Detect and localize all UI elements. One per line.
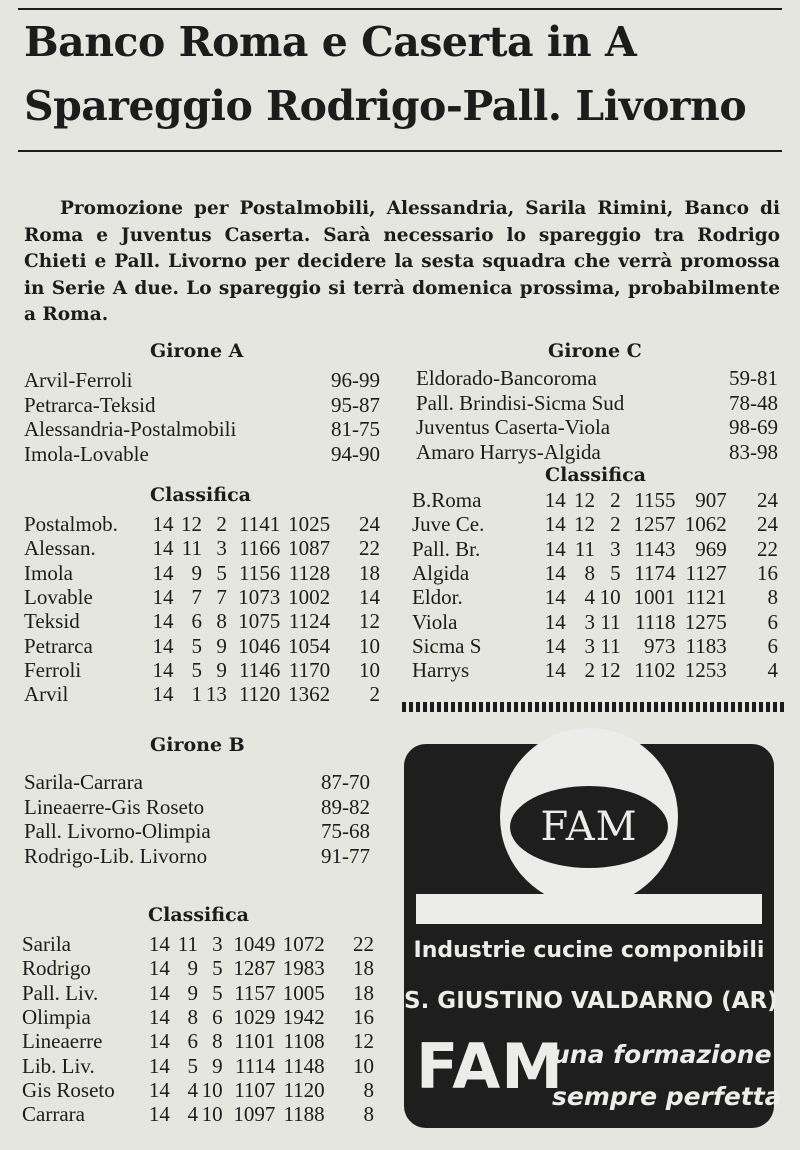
standings-played: 14 <box>152 560 174 585</box>
standings-points: 10 <box>359 657 380 682</box>
standings-lost: 9 <box>212 1053 223 1078</box>
result-row <box>24 844 370 869</box>
standings-points: 10 <box>359 633 380 658</box>
standings-row <box>22 932 374 956</box>
standings-points: 22 <box>359 536 380 561</box>
girone-c-standings <box>412 488 778 682</box>
standings-lost: 3 <box>212 932 223 957</box>
standings-team: Lineaerre <box>22 1029 103 1054</box>
result-score: 81-75 <box>331 417 380 441</box>
standings-played: 14 <box>152 633 174 658</box>
standings-won: 5 <box>191 657 202 682</box>
standings-played: 14 <box>544 633 566 658</box>
top-rule <box>18 8 782 10</box>
dashed-separator <box>402 702 786 712</box>
standings-points: 22 <box>757 536 778 561</box>
standings-team: Viola <box>412 609 458 634</box>
standings-points-against: 1025 <box>288 512 331 537</box>
standings-won: 2 <box>584 658 595 683</box>
girone-c-title: Girone C <box>548 340 642 362</box>
standings-played: 14 <box>152 682 174 707</box>
standings-row <box>412 512 778 536</box>
standings-team: Harrys <box>412 658 470 683</box>
standings-points: 16 <box>353 1005 374 1030</box>
standings-won: 6 <box>187 1029 198 1054</box>
standings-points-against: 1062 <box>684 512 727 537</box>
standings-points-against: 1127 <box>685 561 727 586</box>
ad-slogan-line-1: una formazione <box>552 1040 772 1069</box>
standings-won: 5 <box>191 633 202 658</box>
standings-team: Juve Ce. <box>412 512 485 537</box>
standings-row <box>24 633 380 657</box>
standings-won: 12 <box>573 512 595 537</box>
girone-b-standings <box>22 932 374 1126</box>
standings-lost: 3 <box>610 536 621 561</box>
result-row <box>416 391 778 416</box>
standings-points-against: 1108 <box>283 1029 325 1054</box>
standings-played: 14 <box>544 536 566 561</box>
result-score: 94-90 <box>331 441 380 466</box>
fam-advertisement <box>404 744 782 1128</box>
standings-points-for: 1075 <box>238 609 281 634</box>
standings-team: Sicma S <box>412 633 482 658</box>
fam-logo: FAM <box>510 786 668 868</box>
result-row <box>24 442 380 467</box>
result-match: Juventus Caserta-Viola <box>416 415 611 439</box>
standings-points-against: 1087 <box>288 536 331 561</box>
standings-won: 11 <box>177 932 198 957</box>
standings-team: Rodrigo <box>22 956 91 981</box>
standings-points-for: 1156 <box>239 560 281 585</box>
standings-team: Petrarca <box>24 633 93 658</box>
girone-b-results <box>24 770 370 868</box>
standings-won: 9 <box>191 560 202 585</box>
standings-points-against: 1275 <box>684 609 727 634</box>
intro-paragraph <box>24 196 780 329</box>
standings-won: 3 <box>584 633 595 658</box>
standings-points-for: 1073 <box>238 585 281 610</box>
result-match: Amaro Harrys-Algida <box>416 439 601 464</box>
standings-lost: 13 <box>205 682 227 707</box>
standings-team: Pall. Liv. <box>22 980 99 1005</box>
result-match: Imola-Lovable <box>24 441 149 466</box>
standings-row <box>24 609 380 633</box>
standings-row <box>412 537 778 561</box>
standings-points: 12 <box>359 609 380 634</box>
standings-lost: 12 <box>599 658 621 683</box>
headline-line-1: Banco Roma e Caserta in A <box>24 18 637 66</box>
standings-points-against: 1002 <box>288 585 331 610</box>
girone-b-title: Girone B <box>150 734 245 756</box>
result-score: 75-68 <box>321 819 370 843</box>
result-score: 96-99 <box>331 368 380 392</box>
standings-team: Olimpia <box>22 1005 91 1030</box>
standings-row <box>24 536 380 560</box>
standings-won: 8 <box>584 561 595 586</box>
standings-points: 14 <box>359 585 380 610</box>
standings-points-against: 1942 <box>282 1005 325 1030</box>
standings-row <box>22 1053 374 1077</box>
headline-rule <box>18 150 782 152</box>
standings-won: 8 <box>187 1005 198 1030</box>
result-match: Pall. Livorno-Olimpia <box>24 819 211 843</box>
standings-points: 6 <box>767 633 778 658</box>
standings-points-for: 1143 <box>634 536 676 561</box>
result-row <box>416 440 778 465</box>
standings-points: 6 <box>767 609 778 634</box>
standings-played: 14 <box>544 658 566 683</box>
standings-lost: 5 <box>212 980 223 1005</box>
standings-row <box>412 585 778 609</box>
ad-location: S. GIUSTINO VALDARNO (AR) <box>404 988 778 1014</box>
standings-points: 16 <box>757 561 778 586</box>
result-score: 95-87 <box>331 392 380 417</box>
standings-points-against: 1983 <box>282 956 325 981</box>
result-score: 78-48 <box>729 390 778 415</box>
standings-lost: 2 <box>610 488 621 513</box>
result-row <box>24 795 370 820</box>
result-score: 98-69 <box>729 415 778 439</box>
standings-points-for: 1174 <box>634 561 676 586</box>
standings-lost: 5 <box>216 560 227 585</box>
standings-lost: 5 <box>610 561 621 586</box>
result-row <box>24 819 370 844</box>
standings-points-for: 1166 <box>239 536 281 561</box>
result-score: 59-81 <box>729 366 778 390</box>
standings-team: Sarila <box>22 932 71 957</box>
standings-points-for: 1001 <box>633 585 676 610</box>
standings-played: 14 <box>544 585 566 610</box>
standings-points: 2 <box>369 682 380 707</box>
standings-points-against: 1124 <box>288 609 331 634</box>
standings-won: 5 <box>187 1053 198 1078</box>
standings-points-for: 1107 <box>234 1077 276 1102</box>
standings-lost: 8 <box>212 1029 223 1054</box>
standings-row <box>22 981 374 1005</box>
standings-row <box>412 609 778 633</box>
girone-c-results <box>416 366 778 464</box>
standings-points: 8 <box>767 585 778 610</box>
standings-team: Gis Roseto <box>22 1077 115 1102</box>
result-row <box>24 368 380 393</box>
result-match: Pall. Brindisi-Sicma Sud <box>416 390 625 415</box>
standings-points-for: 1114 <box>234 1053 276 1078</box>
standings-points-for: 1049 <box>233 932 276 957</box>
standings-points-for: 1118 <box>635 609 676 634</box>
standings-won: 9 <box>187 980 198 1005</box>
standings-row <box>412 634 778 658</box>
standings-row <box>24 682 380 706</box>
result-row <box>24 417 380 442</box>
result-match: Alessandria-Postalmobili <box>24 417 237 441</box>
standings-won: 4 <box>584 585 595 610</box>
result-score: 89-82 <box>321 794 370 819</box>
standings-points-for: 1287 <box>233 956 276 981</box>
ad-base-band <box>416 894 762 924</box>
standings-points-for: 1101 <box>234 1029 276 1054</box>
standings-lost: 6 <box>212 1005 223 1030</box>
standings-team: Arvil <box>24 682 69 707</box>
standings-points-against: 1128 <box>288 560 331 585</box>
standings-points-for: 1257 <box>633 512 676 537</box>
standings-points-for: 1029 <box>233 1005 276 1030</box>
standings-points: 24 <box>757 488 778 513</box>
standings-lost: 8 <box>216 609 227 634</box>
standings-points-against: 907 <box>695 488 727 513</box>
standings-points-against: 1005 <box>282 980 325 1005</box>
result-match: Lineaerre-Gis Roseto <box>24 794 205 819</box>
result-match: Eldorado-Bancoroma <box>416 366 597 390</box>
standings-won: 12 <box>573 488 595 513</box>
standings-team: Ferroli <box>24 657 82 682</box>
standings-points: 24 <box>359 512 380 537</box>
standings-team: Lib. Liv. <box>22 1053 95 1078</box>
standings-points: 10 <box>353 1053 374 1078</box>
ad-tagline: Industrie cucine componibili <box>413 938 765 963</box>
standings-points-for: 1120 <box>239 682 281 707</box>
standings-lost: 10 <box>201 1077 223 1102</box>
girone-a-standings <box>24 512 380 706</box>
standings-team: B.Roma <box>412 488 482 513</box>
standings-row <box>22 1078 374 1102</box>
standings-lost: 9 <box>216 633 227 658</box>
standings-points: 18 <box>353 956 374 981</box>
standings-team: Algida <box>412 561 470 586</box>
standings-played: 14 <box>148 932 170 957</box>
standings-won: 12 <box>180 512 202 537</box>
standings-won: 1 <box>191 682 202 707</box>
standings-points-against: 1362 <box>288 682 331 707</box>
standings-lost: 5 <box>212 956 223 981</box>
standings-played: 14 <box>544 561 566 586</box>
standings-points-against: 1054 <box>288 633 331 658</box>
standings-played: 14 <box>152 512 174 537</box>
standings-row <box>24 561 380 585</box>
standings-lost: 11 <box>600 633 621 658</box>
standings-team: Teksid <box>24 609 80 634</box>
standings-won: 7 <box>191 585 202 610</box>
standings-points: 18 <box>359 560 380 585</box>
standings-played: 14 <box>152 585 174 610</box>
standings-won: 9 <box>187 956 198 981</box>
standings-points-for: 1141 <box>239 512 281 537</box>
standings-lost: 9 <box>216 657 227 682</box>
girone-b-classifica-title: Classifica <box>148 904 249 926</box>
standings-won: 4 <box>187 1077 198 1102</box>
result-row <box>416 366 778 391</box>
standings-points-against: 1148 <box>283 1053 325 1078</box>
standings-points: 18 <box>353 980 374 1005</box>
standings-won: 11 <box>181 536 202 561</box>
standings-team: Alessan. <box>24 536 96 561</box>
standings-points-against: 969 <box>695 536 727 561</box>
standings-points-against: 1120 <box>283 1077 325 1102</box>
girone-a-results <box>24 368 380 466</box>
intro-text: Promozione per Postalmobili, Alessandria, Sarila Rimini, Banco di Roma e Juventus Caserta. Sarà necessario lo spareggio tra Rodrigo Chieti e Pall. Livorno per decidere la sesta squadra che verrà promossa in Serie A due. Lo spareggio si terrà domenica prossima, probabilmente a Roma. <box>24 198 780 325</box>
standings-team: Pall. Br. <box>412 536 481 561</box>
standings-points-for: 1097 <box>233 1102 276 1127</box>
standings-played: 14 <box>148 1029 170 1054</box>
standings-points-against: 1188 <box>283 1102 325 1127</box>
standings-points-for: 1102 <box>634 658 676 683</box>
standings-lost: 2 <box>610 512 621 537</box>
result-match: Rodrigo-Lib. Livorno <box>24 843 208 868</box>
standings-row <box>24 658 380 682</box>
standings-played: 14 <box>152 609 174 634</box>
result-score: 87-70 <box>321 770 370 794</box>
standings-lost: 3 <box>216 536 227 561</box>
result-match: Arvil-Ferroli <box>24 368 133 392</box>
standings-points: 4 <box>767 658 778 683</box>
standings-lost: 2 <box>216 512 227 537</box>
standings-played: 14 <box>544 488 566 513</box>
standings-won: 11 <box>574 536 595 561</box>
standings-won: 3 <box>584 609 595 634</box>
standings-team: Eldor. <box>412 585 463 610</box>
girone-c-classifica-title: Classifica <box>545 464 646 486</box>
standings-lost: 10 <box>599 585 621 610</box>
standings-played: 14 <box>148 1005 170 1030</box>
standings-played: 14 <box>148 980 170 1005</box>
standings-points-for: 973 <box>643 633 676 658</box>
standings-row <box>412 488 778 512</box>
standings-lost: 10 <box>201 1102 223 1127</box>
standings-points-for: 1155 <box>634 488 676 513</box>
result-match: Petrarca-Teksid <box>24 392 156 417</box>
standings-played: 14 <box>148 1053 170 1078</box>
headline-line-2: Spareggio Rodrigo-Pall. Livorno <box>24 82 747 130</box>
standings-row <box>22 1029 374 1053</box>
standings-points-for: 1157 <box>234 980 276 1005</box>
standings-points-for: 1046 <box>238 633 281 658</box>
standings-won: 4 <box>187 1102 198 1127</box>
standings-points: 12 <box>353 1029 374 1054</box>
girone-a-title: Girone A <box>150 340 244 362</box>
result-row <box>24 393 380 418</box>
standings-row <box>412 561 778 585</box>
standings-row <box>24 512 380 536</box>
standings-team: Imola <box>24 560 73 585</box>
standings-points-against: 1253 <box>684 658 727 683</box>
standings-row <box>412 658 778 682</box>
standings-points-for: 1146 <box>239 657 281 682</box>
standings-points: 8 <box>363 1102 374 1127</box>
standings-points-against: 1170 <box>288 657 331 682</box>
standings-points-against: 1072 <box>282 932 325 957</box>
standings-row <box>22 1102 374 1126</box>
standings-won: 6 <box>191 609 202 634</box>
standings-row <box>22 1005 374 1029</box>
ad-brand-name: FAM <box>416 1030 564 1103</box>
standings-played: 14 <box>152 536 174 561</box>
standings-played: 14 <box>148 956 170 981</box>
standings-lost: 11 <box>600 609 621 634</box>
standings-points-against: 1183 <box>685 633 727 658</box>
girone-a-classifica-title: Classifica <box>150 484 251 506</box>
standings-points-against: 1121 <box>685 585 727 610</box>
result-match: Sarila-Carrara <box>24 770 143 794</box>
standings-row <box>24 585 380 609</box>
standings-team: Lovable <box>24 585 93 610</box>
standings-played: 14 <box>544 609 566 634</box>
standings-lost: 7 <box>216 585 227 610</box>
standings-played: 14 <box>152 657 174 682</box>
ad-slogan-line-2: sempre perfetta <box>552 1082 782 1111</box>
standings-points: 24 <box>757 512 778 537</box>
standings-points: 22 <box>353 932 374 957</box>
standings-played: 14 <box>148 1102 170 1127</box>
standings-team: Postalmob. <box>24 512 118 537</box>
standings-played: 14 <box>544 512 566 537</box>
standings-team: Carrara <box>22 1102 85 1127</box>
result-row <box>416 415 778 440</box>
result-score: 91-77 <box>321 843 370 868</box>
standings-row <box>22 956 374 980</box>
result-row <box>24 770 370 795</box>
result-score: 83-98 <box>729 439 778 464</box>
standings-played: 14 <box>148 1077 170 1102</box>
standings-points: 8 <box>363 1077 374 1102</box>
